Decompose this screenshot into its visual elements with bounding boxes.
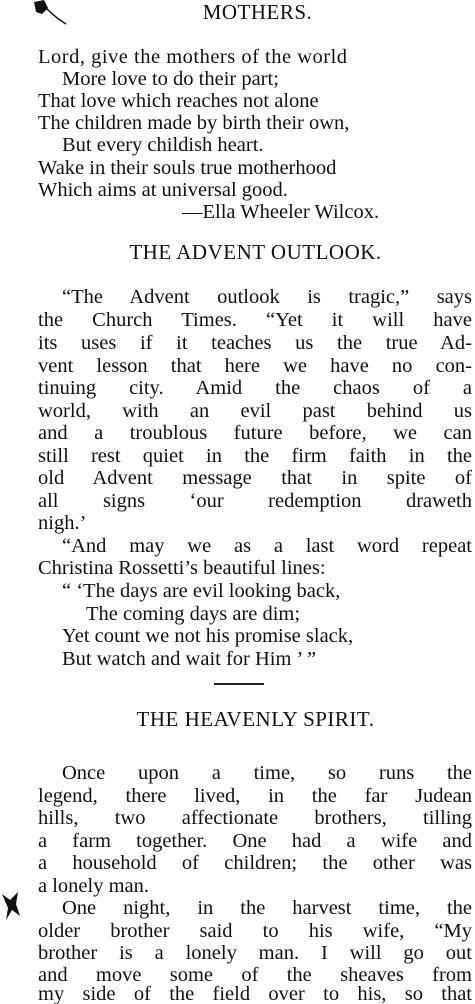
advent-para2-line: “And may we as a last word repeat	[62, 535, 472, 557]
spirit-para1-line: legend, there lived, in the far Judean	[38, 785, 472, 807]
advent-verse-line: “ ‘The days are evil looking back,	[62, 580, 341, 602]
spirit-para1-line: a household of children; the other was	[38, 852, 472, 874]
poem-line: But every childish heart.	[62, 134, 264, 156]
spirit-title: THE HEAVENLY SPIRIT.	[136, 707, 375, 731]
poem-line: More love to do their part;	[62, 68, 279, 90]
ink-blot-left-margin-icon	[0, 890, 22, 924]
advent-para1-line: all signs ‘our redemption draweth	[38, 490, 472, 512]
advent-para1-line: its uses if it teaches us the true Ad-	[38, 332, 472, 354]
advent-para1-line: tinuing city. Amid the chaos of a	[38, 377, 472, 399]
spirit-para2-line: older brother said to his wife, “My	[38, 920, 472, 942]
spirit-para2-line: One night, in the harvest time, the	[62, 897, 472, 919]
advent-para1-line: “The Advent outlook is tragic,” says	[62, 286, 472, 308]
poem-line: That love which reaches not alone	[38, 90, 319, 112]
poem-line: The children made by birth their own,	[38, 112, 350, 134]
spirit-para1-line: hills, two affectionate brothers, tilling	[38, 807, 472, 829]
poem-line: Wake in their souls true motherhood	[38, 157, 337, 179]
poem-line: Which aims at universal good.	[38, 179, 288, 201]
advent-para1-line: old Advent message that in spite of	[38, 467, 472, 489]
poem-attribution: —Ella Wheeler Wilcox.	[182, 201, 380, 223]
poem-line: Lord, give the mothers of the world	[38, 46, 348, 68]
section-divider	[214, 683, 264, 685]
advent-verse-line: Yet count we not his promise slack,	[62, 625, 354, 647]
advent-para1-line: and a troublous future before, we can	[38, 422, 472, 444]
advent-para1-line: the Church Times. “Yet it will have	[38, 309, 472, 331]
spirit-para2-line: brother is a lonely man. I will go out	[38, 942, 472, 964]
spirit-para1-line: Once upon a time, so runs the	[62, 762, 472, 784]
advent-para1-line: nigh.’	[38, 512, 87, 534]
advent-title: THE ADVENT OUTLOOK.	[129, 240, 382, 264]
spirit-para2-line: and move some of the sheaves from	[38, 964, 472, 986]
advent-verse-line: But watch and wait for Him ’ ”	[62, 648, 317, 670]
spirit-para2-line: my side of the field over to his, so that	[38, 983, 472, 1004]
advent-para2-line: Christina Rossetti’s beautiful lines:	[38, 557, 326, 579]
spirit-para1-line: a farm together. One had a wife and	[38, 830, 472, 852]
poem-title: MOTHERS.	[202, 0, 313, 24]
advent-para1-line: world, with an evil past behind us	[38, 400, 472, 422]
advent-para1-line: still rest quiet in the firm faith in the	[38, 445, 472, 467]
advent-verse-line: The coming days are dim;	[86, 603, 301, 625]
spirit-para1-line: a lonely man.	[38, 875, 150, 897]
advent-para1-line: vent lesson that here we have no con-	[38, 355, 472, 377]
